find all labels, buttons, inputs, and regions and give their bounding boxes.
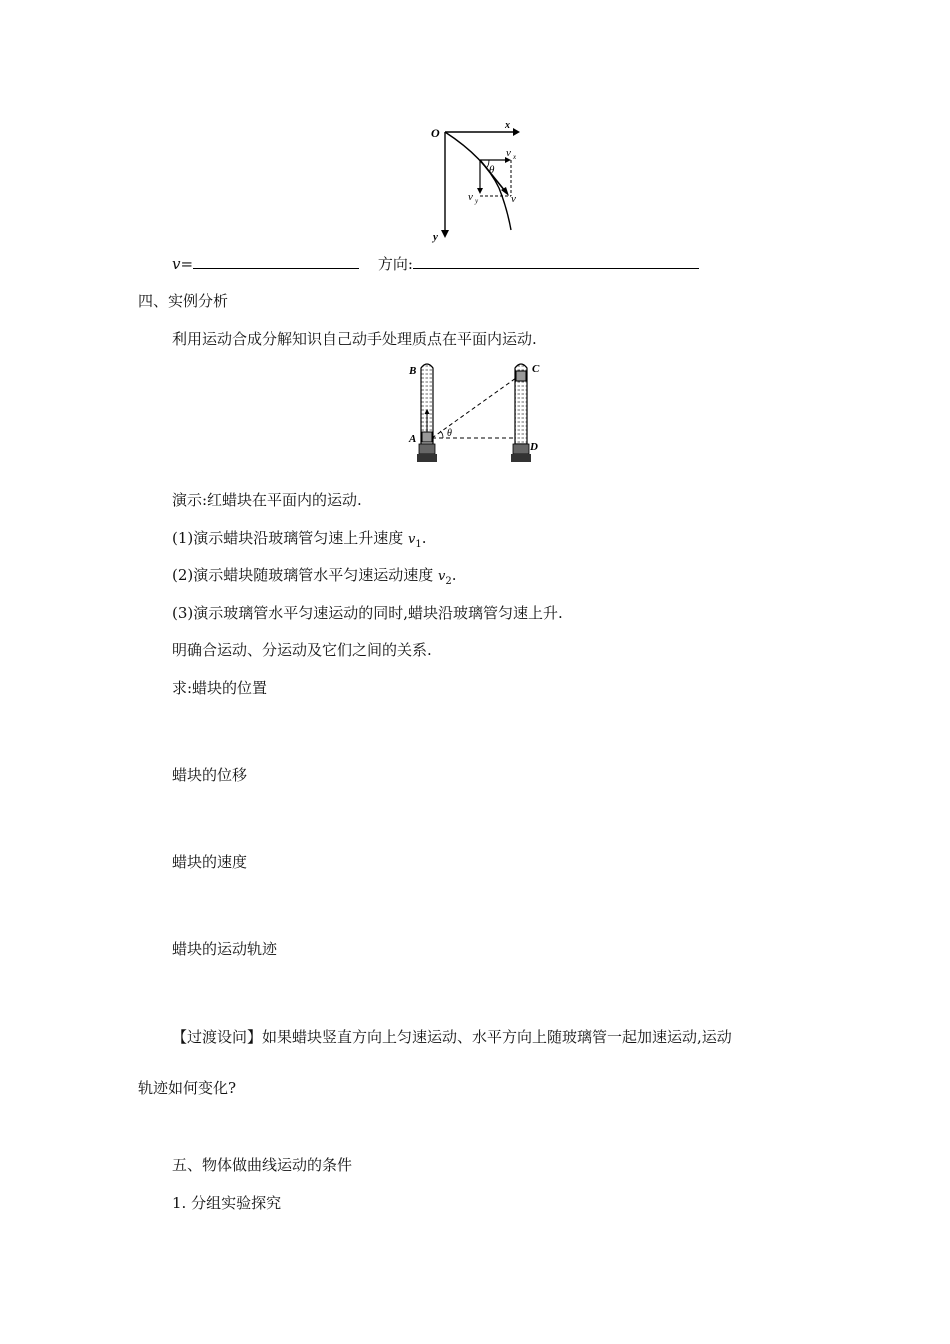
section4-intro: 利用运动合成分解知识自己动手处理质点在平面内运动. — [172, 330, 537, 348]
point-d-label: D — [530, 441, 538, 453]
transition-question-line1: 【过渡设问】如果蜡块竖直方向上匀速运动、水平方向上随玻璃管一起加速运动,运动 — [172, 1028, 732, 1046]
direction-answer-blank[interactable] — [413, 254, 699, 269]
origin-label: O — [431, 126, 440, 140]
demo-text: 演示:红蜡块在平面内的运动. — [172, 491, 362, 509]
direction-label: 方向: — [377, 255, 413, 273]
ask-trajectory: 蜡块的运动轨迹 — [172, 940, 278, 958]
ask-displacement: 蜡块的位移 — [172, 766, 248, 784]
velocity-decomposition-figure — [425, 118, 530, 248]
section5-heading: 五、物体做曲线运动的条件 — [172, 1156, 353, 1174]
theta-angle-label: θ — [447, 428, 452, 439]
theta-label: θ — [489, 164, 495, 176]
transition-question-line2: 轨迹如何变化? — [138, 1079, 237, 1097]
ask-position: 求:蜡块的位置 — [172, 679, 268, 697]
v-equals-label: v= — [172, 255, 194, 273]
y-axis-label: y — [433, 231, 438, 243]
demo-item-1: (1)演示蜡块沿玻璃管匀速上升速度 $v_1$. — [172, 529, 427, 550]
x-axis-label: x — [505, 120, 510, 131]
glass-tube-figure — [405, 360, 555, 466]
velocity-fill-line — [172, 254, 699, 274]
v-label: v — [511, 193, 516, 205]
point-a-label: A — [409, 433, 417, 445]
demo-item-2: (2)演示蜡块随玻璃管水平匀速运动速度 $v_2$. — [172, 566, 457, 587]
vy-subscript: y — [475, 197, 479, 205]
vy-label: v — [468, 191, 473, 203]
v-answer-blank[interactable] — [193, 254, 359, 269]
clarify-text: 明确合运动、分运动及它们之间的关系. — [172, 641, 432, 659]
section4-heading: 四、实例分析 — [138, 292, 229, 310]
section5-sub1: 1. 分组实验探究 — [172, 1194, 282, 1212]
point-b-label: B — [409, 365, 417, 377]
ask-velocity: 蜡块的速度 — [172, 853, 248, 871]
vx-subscript: x — [513, 153, 517, 161]
demo-item-3: (3)演示玻璃管水平匀速运动的同时,蜡块沿玻璃管匀速上升. — [172, 604, 563, 622]
point-c-label: C — [532, 363, 540, 375]
vx-label: v — [506, 147, 511, 159]
